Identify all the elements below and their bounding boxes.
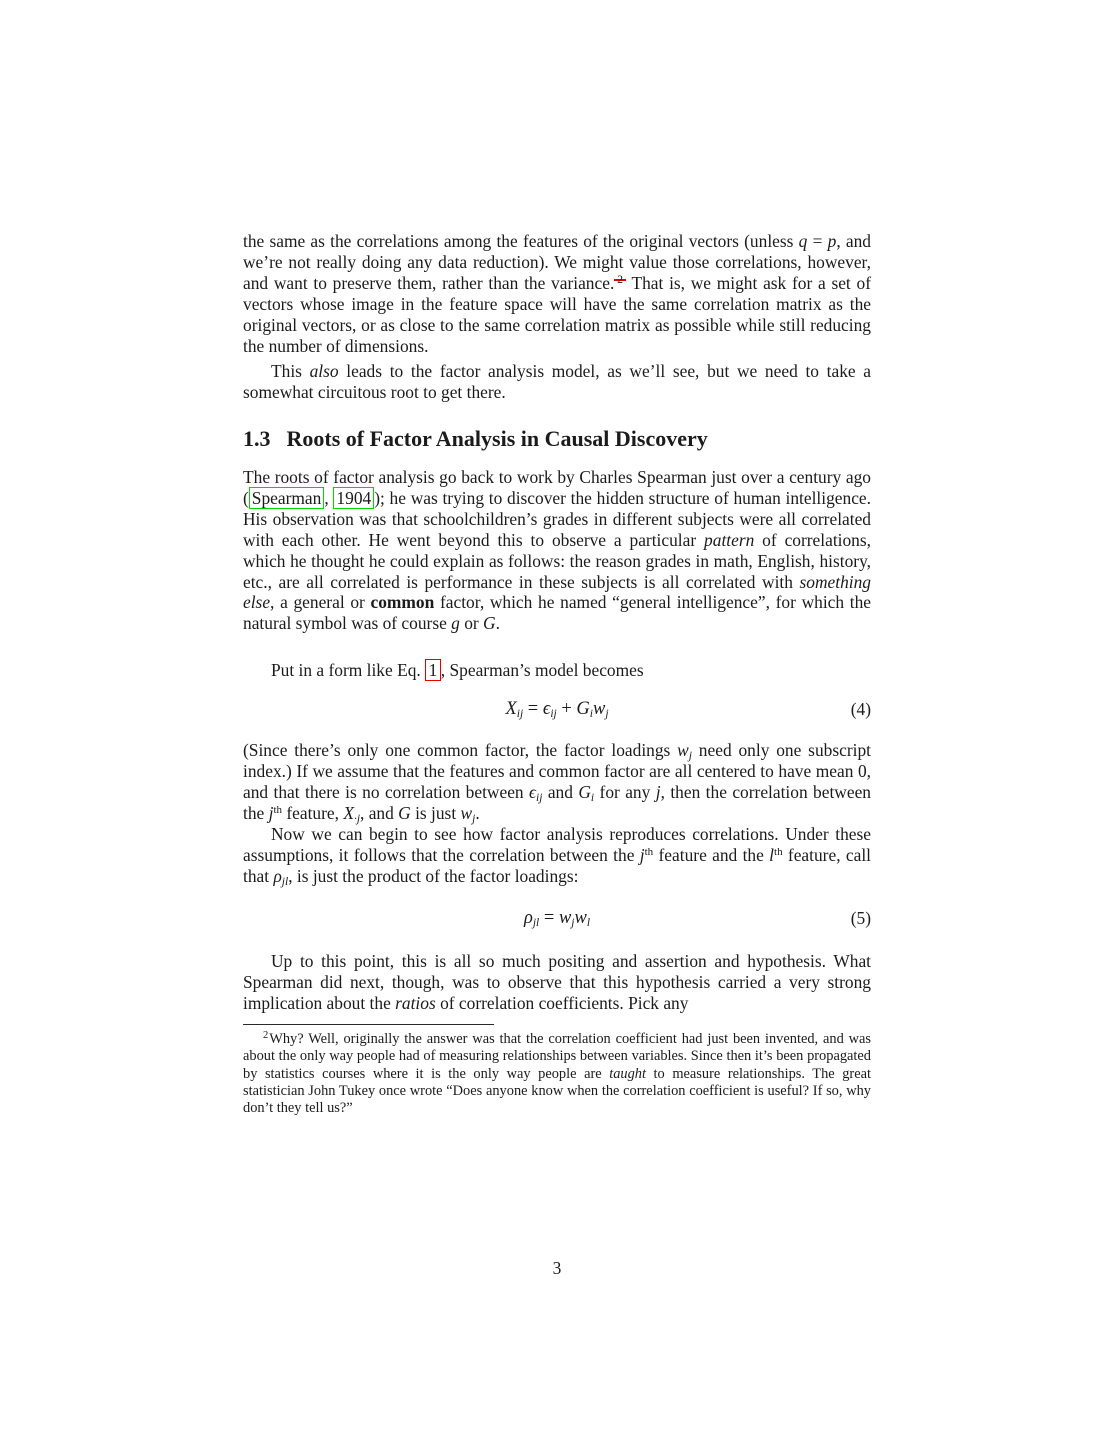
math-var-rho: ρ	[273, 865, 282, 886]
math-var-j: j	[655, 781, 661, 802]
text-run: This	[271, 361, 310, 381]
footnote-rule	[243, 1024, 494, 1025]
math-var-epsilon: ϵ	[529, 781, 537, 802]
math-var-G: G	[398, 802, 411, 823]
emphasis-something-else: something else	[243, 571, 871, 613]
math-sub-ij: ij	[516, 708, 524, 720]
text-run: of correlations, which he thought he could explain as follows: the reason grades in math, English, history, etc., are all correlated is performance in these subjects is all correlated with	[243, 529, 871, 592]
section-number: 1.3	[243, 426, 271, 451]
superscript-th: th	[644, 845, 654, 858]
math-var-w: w	[574, 908, 587, 928]
text-run: ); he was trying to discover the hidden structure of human intelligence. His observation was that schoolchildren’s grades in different subjects were all correlated with each other. He went beyond this to observe a particular	[243, 487, 871, 550]
plus-sign: +	[561, 699, 572, 719]
paragraph-since-one-factor	[243, 740, 871, 824]
math-var-w: w	[558, 908, 572, 928]
equation-ref-link[interactable]: 1	[425, 659, 441, 681]
text-run: Now we can begin to see how factor analysis reproduces correlations. Under these assumptions, it follows that the correlation between the	[243, 824, 871, 865]
text-run: , then the correlation between the	[243, 781, 871, 823]
text-run: That is, we might ask for a set of vectors whose image in the feature space will have the same correlation matrix as the original vectors, or as close to the same correlation matrix as possible while still reducing the number of dimensions.	[243, 272, 871, 356]
superscript-th: th	[273, 803, 282, 816]
math-sub-dot-j: ·j	[353, 812, 361, 825]
emphasis-also: also	[309, 361, 339, 381]
equation-5	[243, 908, 871, 929]
text-run: need only one subscript index.) If we assume that the features and common factor are all centered to have mean 0, and that there is no correlation between	[243, 740, 871, 802]
emphasis-taught: taught	[609, 1065, 646, 1082]
math-var-g: g	[451, 613, 460, 634]
math-var-rho: ρ	[523, 908, 533, 928]
text-run: is just	[410, 802, 461, 823]
equation-4	[243, 699, 871, 720]
text-run: , and we’re not really doing any data reduction). We might value those correlations, however, and want to preserve them, rather than the variance.	[243, 231, 871, 293]
math-var-epsilon: ϵ	[542, 699, 551, 719]
math-var-w: w	[460, 802, 473, 823]
text-run: feature, call that	[243, 844, 871, 886]
math-var-X: X	[505, 699, 517, 719]
equation-number-5: (5)	[850, 908, 871, 928]
math-var-G: G	[578, 781, 591, 802]
text-run: .	[475, 802, 480, 823]
math-sub-l: l	[586, 917, 591, 929]
text-run: Up to this point, this is all so much positing and assertion and hypothesis. What Spearman did next, though, was to observe that this hypothesis carried a very strong implication about the	[243, 951, 871, 1013]
paragraph-spearman-roots	[243, 467, 871, 634]
equals-sign: =	[543, 908, 555, 928]
math-var-l: l	[769, 844, 775, 865]
text-run: Put in a form like Eq.	[271, 660, 426, 680]
math-var-G: G	[576, 699, 590, 719]
emphasis-ratios: ratios	[395, 992, 436, 1013]
math-sub-i: i	[589, 708, 593, 720]
paragraph-up-to-this-point	[243, 951, 871, 1014]
text-run: ,	[324, 487, 334, 508]
section-title: Roots of Factor Analysis in Causal Discovery	[286, 426, 708, 451]
paragraph-variance	[243, 231, 871, 356]
text-run: The roots of factor analysis go back to work by Charles Spearman just over a century ago (	[243, 467, 871, 508]
math-var-p: p	[827, 231, 837, 251]
text-run: , is just the product of the factor loadings:	[288, 865, 579, 886]
text-run: for any	[594, 781, 656, 802]
paragraph-eq-intro	[243, 660, 871, 681]
math-var-j: j	[639, 844, 645, 865]
math-sub-j: j	[605, 708, 609, 720]
math-var-w: w	[677, 740, 689, 760]
page-number: 3	[552, 1258, 562, 1278]
math-sub-i: i	[590, 791, 595, 804]
text-run: =	[807, 231, 828, 251]
text-run: .	[495, 613, 500, 634]
text-run: feature,	[282, 802, 344, 823]
text-run: of correlation coefficients. Pick any	[435, 992, 689, 1013]
emphasis-pattern: pattern	[704, 529, 755, 550]
text-run: factor, which he named “general intelligence”, for which the natural symbol was of course	[243, 592, 871, 634]
math-var-w: w	[592, 699, 606, 719]
footnote-text	[243, 1031, 871, 1118]
bold-common: common	[370, 592, 435, 613]
math-sub-j: j	[472, 812, 476, 825]
math-sub-ij: ij	[536, 791, 543, 804]
equals-sign: =	[527, 699, 539, 719]
math-sub-ij: ij	[550, 708, 557, 720]
math-sub-jl: jl	[532, 917, 540, 929]
citation-link-author[interactable]: Spearman	[249, 487, 325, 509]
math-var-X: X	[343, 802, 354, 823]
paragraph-reproduces-correlations	[243, 824, 871, 887]
text-run: to measure relationships. The great statistician John Tukey once wrote “Does anyone know when the correlation coefficient is useful? If so, why don’t they tell us?”	[243, 1065, 871, 1117]
math-sub-j: j	[571, 917, 575, 929]
text-run: and	[542, 781, 579, 802]
citation-link-year[interactable]: 1904	[333, 487, 374, 509]
math-sub-j: j	[688, 750, 692, 762]
footnote-ref-link[interactable]: 2	[614, 279, 626, 281]
equation-4-body	[505, 699, 608, 719]
paragraph-circuitous	[243, 361, 871, 403]
text-run: the same as the correlations among the features of the original vectors (unless	[243, 231, 799, 251]
text-run: , Spearman’s model becomes	[440, 660, 644, 680]
text-run: , a general or	[270, 592, 371, 613]
text-run: feature and the	[653, 844, 770, 865]
equation-5-body	[524, 908, 590, 928]
text-run: leads to the factor analysis model, as we’ll see, but we need to take a somewhat circuitous root to get there.	[243, 361, 872, 402]
text-run: or	[459, 613, 484, 634]
text-run: (Since there’s only one common factor, the factor loadings	[243, 740, 678, 760]
text-run: , and	[360, 802, 399, 823]
equation-number-4: (4)	[850, 699, 871, 719]
footnote-marker: 2	[263, 1030, 269, 1041]
superscript-th: th	[774, 845, 783, 858]
math-var-G: G	[483, 613, 496, 634]
math-sub-jl: jl	[281, 875, 289, 888]
math-var-q: q	[798, 231, 808, 251]
math-var-j: j	[268, 802, 274, 823]
text-run: Why? Well, originally the answer was that the correlation coefficient had just been invented, and was about the only way people had of measuring relationships between variables. Since then it’s been propagated by statistics courses where it is the only way people are	[243, 1031, 871, 1082]
section-heading	[243, 427, 871, 451]
